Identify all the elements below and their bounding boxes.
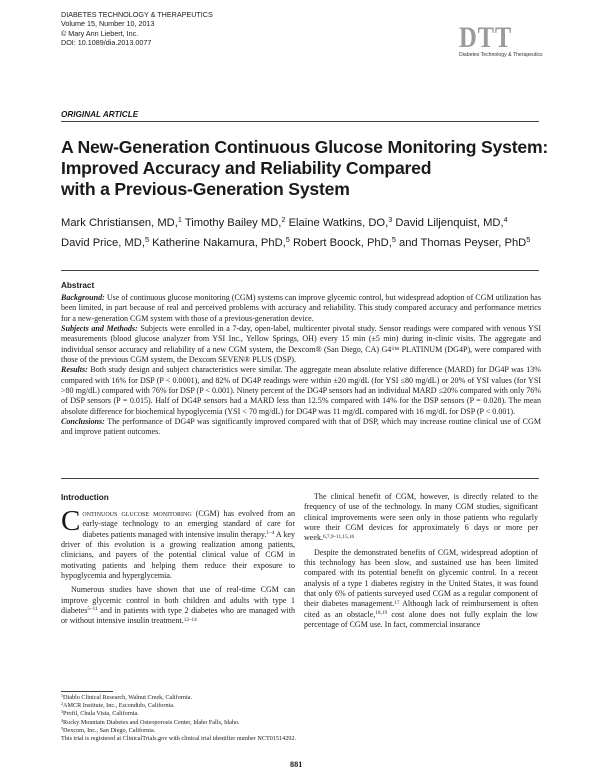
abstract-body (61, 293, 541, 438)
affiliation: $^1$Diablo Clinical Research, Walnut Creek, California. (61, 693, 192, 701)
journal-name: DIABETES TECHNOLOGY & THERAPEUTICS (61, 10, 213, 19)
logo-letters: DTT (459, 21, 513, 54)
introduction-heading: Introduction (61, 493, 109, 502)
abstract-bottom-divider (61, 478, 539, 479)
abstract-results: Results: Both study design and subject characteristics were similar. The aggregate mean absolute relative difference (MARD) for DG4P was 13% compared with 16% for DSP (P < 0.0001), and 82% of DG4P readings were within ±20 mg/dL (for YSI ≤80 mg/dL) or 20% of YSI values (for YSI >80 mg/dL) compared with 76% for DSP (P < 0.001). Ninety percent of the DG4P sensors had an individual MARD ≤20% compared with only 76% of DSP sensors (P = 0.015). Half of DG4P sensors had a MARD less than 12.5% compared with 14% for the DSP sensors (P = 0.028). The mean absolute difference for biochemical hypoglycemia (YSI < 70 mg/dL) for DG4P was 11 mg/dL compared with 16 mg/dL for DSP (P < 0.001). (61, 365, 541, 416)
abstract-conclusions: Conclusions: The performance of DG4P was significantly improved compared with that of DSP, which may increase routine clinical use of CGM and improve patient outcomes. (61, 417, 541, 437)
affiliations (61, 694, 541, 743)
article-title (61, 137, 551, 200)
author: Timothy Bailey MD,$^2$ (184, 215, 286, 229)
paragraph: Numerous studies have shown that use of real-time CGM can improve glycemic control in both children and adults with type 1 diabetes$^{5-11}$ and in patients with type 2 diabetes who are managed with or without intensive insulin treatment.$^{12-14}$ (61, 585, 295, 626)
journal-volume: Volume 15, Number 10, 2013 (61, 19, 155, 29)
journal-copyright: © Mary Ann Liebert, Inc. (61, 28, 139, 38)
title-line: with a Previous-Generation System (61, 179, 350, 199)
abstract-methods: Subjects and Methods: Subjects were enrolled in a 7-day, open-label, multicenter pivotal study. Sensor readings were compared with venous YSI measurements (blood glucose analyzer from YSI Inc., Yellow Springs, OH) every 15 min (±5 min) during in-clinic visits. The aggregate and individual sensor accuracy and reliability of a new CGM system, the Dexcom® (San Diego, CA) G4™ PLATINUM (DG4P), were compared with those of the previous CGM system, the Dexcom SEVEN® PLUS (DSP). (61, 324, 542, 365)
header-divider (61, 121, 539, 122)
paragraph: Despite the demonstrated benefits of CGM, widespread adoption of this technology has been slow, and sustained use has been limited compared with its potential benefit on glycemic control. In a recent analysis of a type 1 diabetes registry in the United States, it was found that only 6% of patients surveyed used CGM as a regular component of their diabetes management.$^{17}$ Although lack of reimbursement is often cited as an obstacle,$^{18,19}$ cost alone does not fully explain the low percentage of CGM use. In fact, commercial insurance (304, 547, 538, 630)
page-number: 881 (290, 760, 303, 769)
affiliation: $^2$AMCR Institute, Inc., Escondido, California. (61, 701, 175, 710)
article-type: ORIGINAL ARTICLE (61, 110, 139, 119)
paragraph: Continuous glucose monitoring (CGM) has evolved from an early-stage technology to an emerging standard of care for diabetes patients managed with intensive insulin therapy.$^{1-4}$ A key driver of this evolution is a growing realization among patients, clinicians, and payers of the potential clinical value of CGM in motivating patients and helping them reduce their exposure to hypoglycemia and hyperglycemia. (61, 505, 295, 581)
journal-header (61, 10, 213, 47)
title-line: A New-Generation Continuous Glucose Monitoring System: (61, 137, 549, 157)
author: David Liljenquist, MD,$^4$ (395, 215, 508, 229)
footnote-divider (61, 691, 113, 692)
author: David Price, MD,$^5$ (61, 234, 149, 249)
author-line-2 (61, 234, 551, 254)
affiliation: $^5$Dexcom, Inc., San Diego, California. (61, 725, 156, 734)
author: Elaine Watkins, DO,$^3$ (288, 215, 393, 229)
author: Katherine Nakamura, PhD,$^5$ (152, 234, 290, 249)
author-list (61, 214, 551, 253)
journal-doi: DOI: 10.1089/dia.2013.0077 (61, 37, 152, 47)
body-column-right (304, 492, 538, 630)
author-line-1 (61, 214, 551, 234)
journal-logo (459, 21, 543, 58)
author: and Thomas Peyser, PhD$^5$ (398, 234, 531, 249)
author: Mark Christiansen, MD,$^1$ (61, 215, 182, 229)
logo-subtitle: Diabetes Technology & Therapeutics (459, 52, 543, 58)
affiliation: $^4$Rocky Mountain Diabetes and Osteoporosis Center, Idaho Falls, Idaho. (61, 717, 240, 726)
abstract-background: Background: Use of continuous glucose monitoring (CGM) systems can improve glycemic control, but widespread adoption of CGM utilization has been limited, in part because of real and perceived problems with accuracy and reliability. This study compared accuracy and performance metrics for a new-generation CGM system with those of a previous-generation device. (61, 293, 542, 323)
abstract-heading: Abstract (61, 281, 95, 290)
paragraph: The clinical benefit of CGM, however, is directly related to the frequency of use of the technology. In many CGM studies, significant clinical improvements were seen only in those patients who regularly wore their CGM devices for approximately 6 days or more per week.$^{6,7,9-11,15,16}$ (304, 492, 538, 543)
author: Robert Boock, PhD,$^5$ (292, 234, 396, 249)
affiliation: $^3$Profil, Chula Vista, California. (61, 709, 139, 718)
dropcap: C (61, 505, 81, 537)
title-line: Improved Accuracy and Reliability Compared (61, 158, 432, 178)
body-column-left (61, 505, 295, 627)
trial-registration: This trial is registered at ClinicalTrials.gov with clinical trial identifier number NCT01514292. (61, 735, 297, 743)
abstract-divider (61, 270, 539, 271)
